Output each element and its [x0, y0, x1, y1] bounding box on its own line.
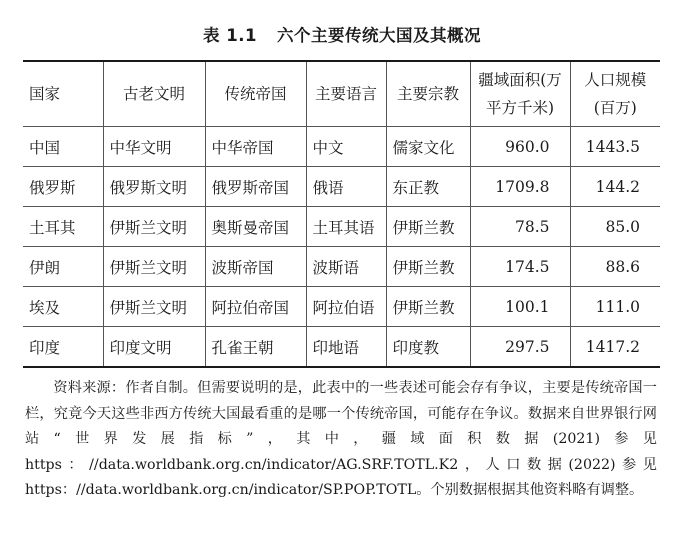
table-row — [23, 287, 660, 327]
cell-population: 1417.2 — [570, 327, 660, 368]
table-row — [23, 127, 660, 167]
table-number: 表 1.1 — [203, 26, 257, 45]
cell-area: 78.5 — [470, 207, 570, 247]
table-header-row — [23, 61, 660, 127]
cell-area: 297.5 — [470, 327, 570, 368]
cell-language: 俄语 — [306, 167, 386, 207]
header-empire: 传统帝国 — [205, 61, 306, 127]
cell-civilization: 伊斯兰文明 — [103, 247, 205, 287]
cell-area: 174.5 — [470, 247, 570, 287]
header-religion: 主要宗教 — [386, 61, 470, 127]
cell-population: 144.2 — [570, 167, 660, 207]
cell-area: 100.1 — [470, 287, 570, 327]
cell-civilization: 中华文明 — [103, 127, 205, 167]
cell-area: 1709.8 — [470, 167, 570, 207]
cell-country: 俄罗斯 — [23, 167, 103, 207]
header-language: 主要语言 — [306, 61, 386, 127]
table-row — [23, 167, 660, 207]
cell-area: 960.0 — [470, 127, 570, 167]
cell-country: 埃及 — [23, 287, 103, 327]
cell-religion: 印度教 — [386, 327, 470, 368]
cell-language: 中文 — [306, 127, 386, 167]
cell-civilization: 伊斯兰文明 — [103, 287, 205, 327]
header-area — [470, 61, 570, 127]
cell-civilization: 俄罗斯文明 — [103, 167, 205, 207]
header-area-line2: 平方千米) — [485, 99, 555, 117]
cell-religion: 东正教 — [386, 167, 470, 207]
cell-language: 波斯语 — [306, 247, 386, 287]
cell-country: 印度 — [23, 327, 103, 368]
header-population — [570, 61, 660, 127]
cell-language: 印地语 — [306, 327, 386, 368]
cell-civilization: 伊斯兰文明 — [103, 207, 205, 247]
header-area-line1: 疆域面积(万 — [478, 71, 562, 89]
table-row — [23, 327, 660, 368]
cell-population: 1443.5 — [570, 127, 660, 167]
cell-religion: 伊斯兰教 — [386, 287, 470, 327]
header-population-line1: 人口规模 — [584, 71, 647, 89]
cell-empire: 波斯帝国 — [205, 247, 306, 287]
country-table — [23, 60, 660, 368]
cell-country: 中国 — [23, 127, 103, 167]
cell-language: 土耳其语 — [306, 207, 386, 247]
source-note-text: 资料来源：作者自制。但需要说明的是，此表中的一些表述可能会存有争议，主要是传统帝国一栏，究竟今天这些非西方传统大国最看重的是哪一个传统帝国，可能存在争议。数据来自世界银行网站“世界发展指标”，其中，疆域面积数据(2021)参见 https：//data.worldbank.org.cn/indicator/AG.SRF.TOTL.K2，人口数据(2022)参见 https：//data.worldbank.org.cn/indicator/SP.POP.TOTL。个别数据根据其他资料略有调整。 — [25, 380, 657, 499]
header-country: 国家 — [23, 61, 103, 127]
cell-religion: 伊斯兰教 — [386, 247, 470, 287]
table-row — [23, 247, 660, 287]
source-note — [25, 376, 657, 504]
cell-country: 土耳其 — [23, 207, 103, 247]
cell-population: 111.0 — [570, 287, 660, 327]
table-row — [23, 207, 660, 247]
cell-language: 阿拉伯语 — [306, 287, 386, 327]
header-population-line2: (百万) — [593, 99, 637, 117]
cell-empire: 中华帝国 — [205, 127, 306, 167]
table-caption: 六个主要传统大国及其概况 — [276, 26, 481, 45]
cell-population: 85.0 — [570, 207, 660, 247]
cell-empire: 阿拉伯帝国 — [205, 287, 306, 327]
cell-religion: 伊斯兰教 — [386, 207, 470, 247]
cell-civilization: 印度文明 — [103, 327, 205, 368]
cell-religion: 儒家文化 — [386, 127, 470, 167]
cell-population: 88.6 — [570, 247, 660, 287]
cell-empire: 奥斯曼帝国 — [205, 207, 306, 247]
table-title — [0, 22, 684, 46]
cell-empire: 俄罗斯帝国 — [205, 167, 306, 207]
header-civilization: 古老文明 — [103, 61, 205, 127]
cell-country: 伊朗 — [23, 247, 103, 287]
cell-empire: 孔雀王朝 — [205, 327, 306, 368]
